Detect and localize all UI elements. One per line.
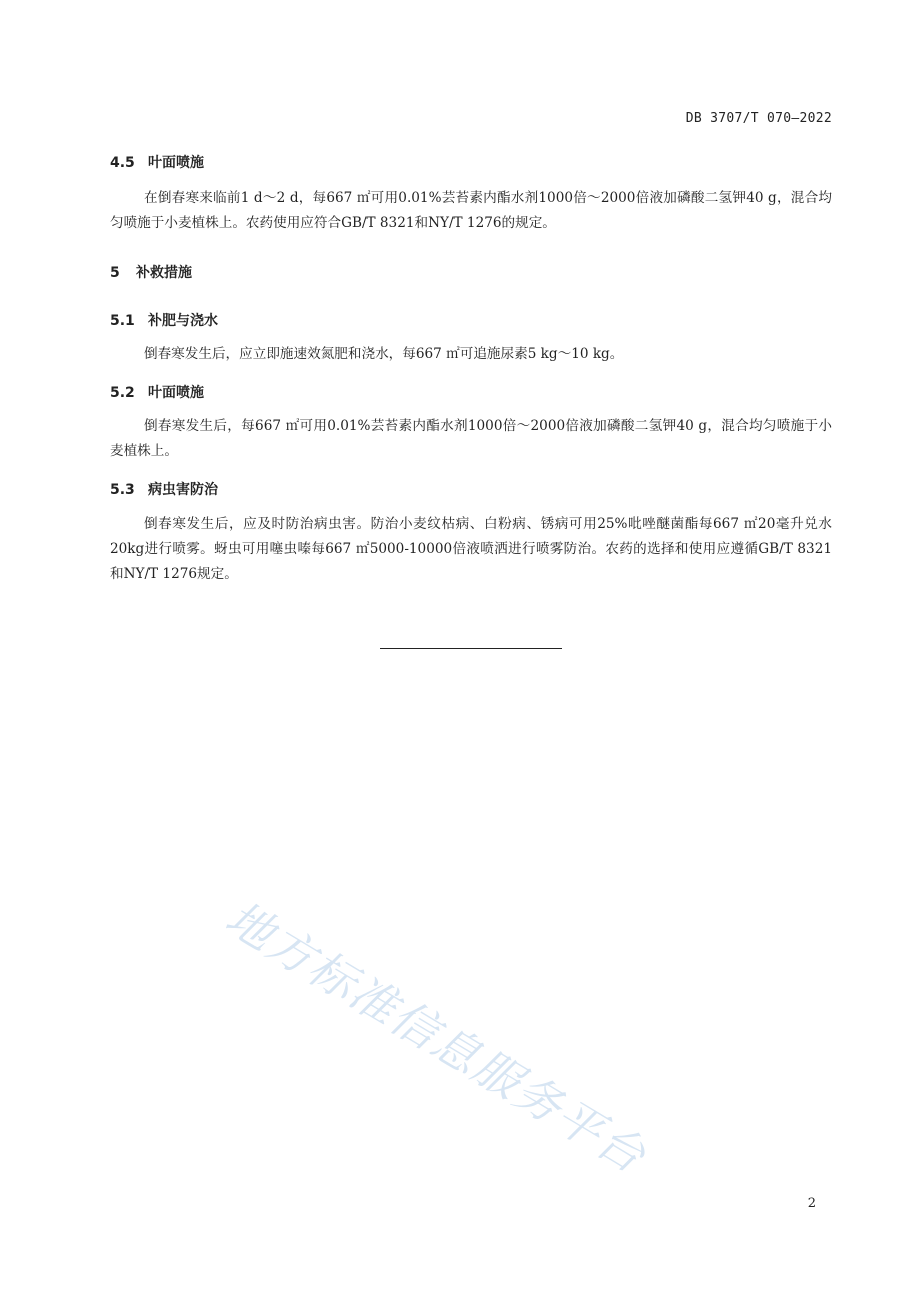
end-rule	[380, 648, 562, 649]
section-5-1-paragraph: 倒春寒发生后，应立即施速效氮肥和浇水，每667 ㎡可追施尿素5 kg～10 kg。	[144, 346, 624, 362]
section-title: 叶面喷施	[148, 155, 204, 171]
section-5-heading	[110, 262, 192, 282]
standard-code: DB 3707/T 070—2022	[685, 111, 832, 126]
section-5-2-paragraph: 倒春寒发生后，每667 ㎡可用0.01%芸苔素内酯水剂1000倍～2000倍液加磷酸二氢钾40 g，混合均匀喷施于小麦植株上。	[110, 418, 832, 459]
section-title: 补救措施	[136, 265, 192, 281]
section-4-5-heading	[110, 152, 204, 172]
section-number: 5.3	[110, 482, 135, 498]
section-5-3-paragraph: 倒春寒发生后，应及时防治病虫害。防治小麦纹枯病、白粉病、锈病可用25%吡唑醚菌酯每667 ㎡20毫升兑水20kg进行喷雾。蚜虫可用噻虫嗪每667 ㎡5000-10000倍液喷洒进行喷雾防治。农药的选择和使用应遵循GB/T 8321和NY/T 1276规定。	[110, 516, 832, 582]
section-title: 叶面喷施	[148, 385, 204, 401]
section-number: 5.2	[110, 385, 135, 401]
section-number: 4.5	[110, 155, 135, 171]
section-5-3-heading	[110, 479, 218, 499]
section-5-2-heading	[110, 382, 204, 402]
section-number: 5.1	[110, 313, 135, 329]
section-title: 病虫害防治	[148, 482, 218, 498]
section-number: 5	[110, 265, 120, 281]
watermark: 地方标准信息服务平台	[216, 890, 656, 1184]
section-title: 补肥与浇水	[148, 313, 218, 329]
section-4-5-paragraph: 在倒春寒来临前1 d～2 d，每667 ㎡可用0.01%芸苔素内酯水剂1000倍～2000倍液加磷酸二氢钾40 g，混合均匀喷施于小麦植株上。农药使用应符合GB/T 8321和NY/T 1276的规定。	[110, 190, 832, 231]
page-number: 2	[807, 1196, 816, 1211]
section-5-1-heading	[110, 310, 218, 330]
